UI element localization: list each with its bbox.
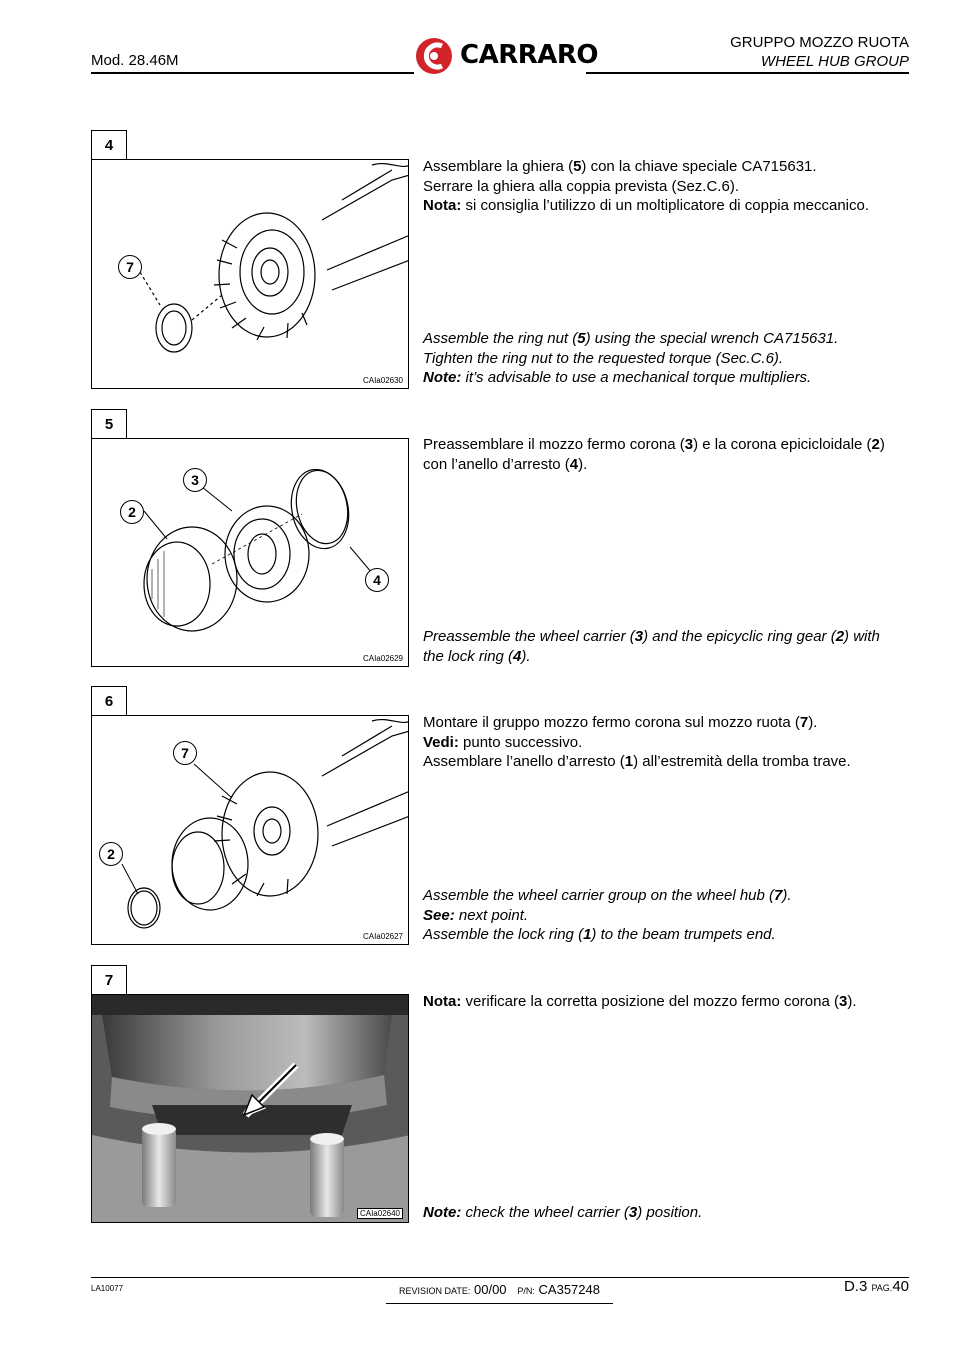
section-title-en: WHEEL HUB GROUP (760, 53, 909, 70)
figure-code: CAIa02640 (357, 1208, 403, 1219)
step-photo (91, 994, 409, 1223)
header-rule-left (91, 72, 414, 74)
document-code: LA10077 (91, 1284, 124, 1293)
wheel-hub-drawing-icon (92, 160, 409, 389)
ring-gear-drawing-icon (92, 439, 409, 667)
brand-name: CARRARO (460, 40, 598, 70)
step-number: 6 (91, 686, 127, 715)
figure-code: CAIa02629 (362, 654, 403, 663)
revision-info: REVISION DATE: 00/00 P/N: CA357248 (386, 1282, 613, 1304)
step-figure (91, 438, 409, 667)
carraro-logo-icon (414, 36, 458, 76)
step-figure (91, 159, 409, 389)
brand-logo (414, 36, 598, 76)
hub-photo-icon (92, 995, 409, 1223)
step-number: 4 (91, 130, 127, 159)
callout-marker: 7 (118, 255, 142, 279)
section-title-it: GRUPPO MOZZO RUOTA (730, 34, 909, 51)
step-number: 7 (91, 965, 127, 994)
step-text-it: Assemblare la ghiera (5) con la chiave speciale CA715631. Serrare la ghiera alla coppia prevista (Sez.C.6). Nota: si consiglia l’utilizzo di un moltiplicatore di coppia meccanico. (423, 158, 870, 214)
model-label: Mod. 28.46M (91, 52, 179, 69)
figure-code: CAIa02630 (362, 376, 403, 385)
callout-marker: 2 (99, 842, 123, 866)
step-text-en: Preassemble the wheel carrier (3) and the epicyclic ring gear (2) with the lock ring (4). (423, 628, 880, 665)
step-text-it: Preassemblare il mozzo fermo corona (3) e la corona epicicloidale (2) con l’anello d’arresto (4). (423, 436, 885, 473)
step-text-en: Note: check the wheel carrier (3) position. (423, 1204, 703, 1221)
step-text-it: Montare il gruppo mozzo fermo corona sul mozzo ruota (7). Vedi: punto successivo. Assemblare l’anello d’arresto (1) all’estremità della tromba trave. (423, 714, 851, 770)
step-text-en: Assemble the ring nut (5) using the special wrench CA715631. Tighten the ring nut to the requested torque (Sec.C.6). Note: it’s advisable to use a mechanical torque multipliers. (423, 330, 839, 386)
callout-marker: 3 (183, 468, 207, 492)
footer-rule (91, 1277, 909, 1278)
header-rule-right (586, 72, 909, 74)
page-number: D.3 PAG.40 (843, 1278, 909, 1295)
section-title (730, 33, 909, 71)
figure-code: CAIa02627 (362, 932, 403, 941)
step-text-en: Assemble the wheel carrier group on the wheel hub (7). See: next point. Assemble the lock ring (1) to the beam trumpets end. (423, 887, 792, 943)
callout-marker: 4 (365, 568, 389, 592)
callout-marker: 7 (173, 741, 197, 765)
callout-marker: 2 (120, 500, 144, 524)
step-number: 5 (91, 409, 127, 438)
step-figure (91, 715, 409, 945)
step-text-it: Nota: verificare la corretta posizione del mozzo fermo corona (3). (423, 993, 857, 1010)
hub-assembly-drawing-icon (92, 716, 409, 945)
